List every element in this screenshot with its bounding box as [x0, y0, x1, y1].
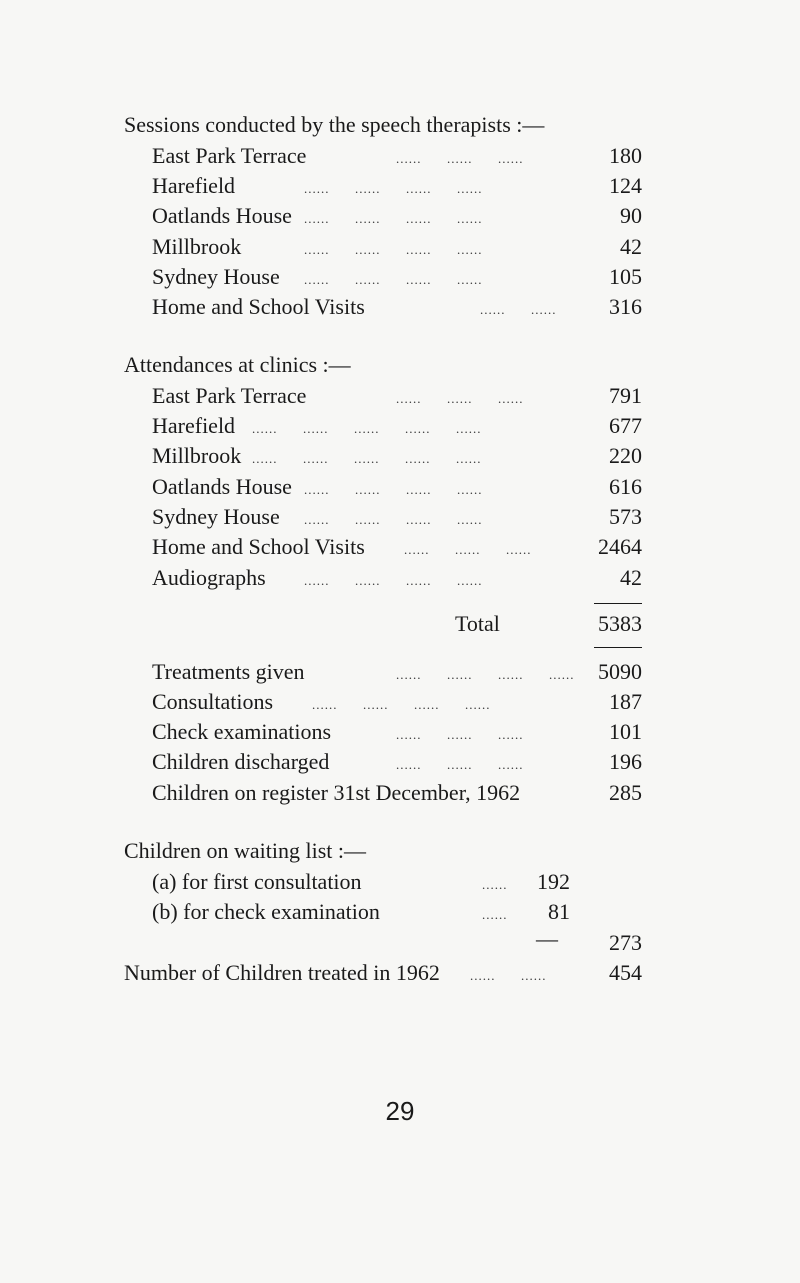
other-row-value: 5090 [598, 659, 642, 684]
attendances-row-label: East Park Terrace [152, 383, 307, 408]
attendances-row-value: 2464 [598, 534, 642, 559]
attendances-row-value: 791 [609, 383, 642, 408]
leader-dots: ...... ...... ...... ...... [304, 512, 483, 527]
waiting-heading: Children on waiting list :— [124, 838, 366, 863]
other-row-value: 101 [609, 719, 642, 744]
leader-dots: ...... ...... ...... ...... [304, 482, 483, 497]
other-row-value: 187 [609, 689, 642, 714]
attendances-heading: Attendances at clinics :— [124, 352, 351, 377]
sessions-row-value: 90 [620, 203, 642, 228]
leader-dots: ...... ...... ...... ...... ...... [252, 421, 482, 436]
sessions-row-value: 42 [620, 234, 642, 259]
waiting-row-value: 81 [548, 899, 570, 924]
waiting-row-label: (a) for first consultation [152, 869, 362, 894]
page-number: 29 [385, 1096, 415, 1126]
total-value: 5383 [598, 611, 642, 636]
sessions-row-label: Sydney House [152, 264, 280, 289]
total-label: Total [455, 611, 500, 636]
waiting-total-value: 273 [609, 930, 642, 955]
sessions-row-value: 180 [609, 143, 642, 168]
other-row-label: Children on register 31st December, 1962 [152, 780, 521, 805]
other-row-label: Treatments given [152, 659, 305, 684]
leader-dots: ...... ...... ...... ...... [304, 181, 483, 196]
sessions-row-value: 105 [609, 264, 642, 289]
total-rule-top [594, 603, 642, 604]
total-rule-bottom [594, 647, 642, 648]
treated-label: Number of Children treated in 1962 [124, 960, 440, 985]
attendances-row-value: 220 [609, 443, 642, 468]
leader-dots: ...... ...... ...... ...... [304, 573, 483, 588]
waiting-row-value: 192 [537, 869, 570, 894]
leader-dots: ...... [482, 907, 508, 922]
treated-value: 454 [609, 960, 642, 985]
leader-dots: ...... ...... ...... ...... [312, 697, 491, 712]
other-row-label: Children discharged [152, 749, 330, 774]
sessions-row-label: Home and School Visits [152, 294, 365, 319]
attendances-row-value: 616 [609, 474, 642, 499]
leader-dots: ...... ...... ...... ...... [304, 242, 483, 257]
waiting-sum-dash: — [536, 926, 558, 951]
attendances-row-label: Home and School Visits [152, 534, 365, 559]
sessions-row-label: East Park Terrace [152, 143, 307, 168]
leader-dots: ...... ...... ...... ...... [304, 272, 483, 287]
attendances-row-value: 42 [620, 565, 642, 590]
leader-dots: ...... ...... ...... [396, 727, 524, 742]
attendances-row-label: Oatlands House [152, 474, 292, 499]
leader-dots: ...... [482, 877, 508, 892]
attendances-row-value: 573 [609, 504, 642, 529]
leader-dots: ...... ...... [480, 302, 557, 317]
other-row-value: 285 [609, 780, 642, 805]
sessions-row-label: Millbrook [152, 234, 242, 259]
leader-dots: ...... ...... ...... ...... [396, 667, 575, 682]
sessions-heading: Sessions conducted by the speech therapists :— [124, 112, 545, 137]
leader-dots: ...... ...... ...... [404, 542, 532, 557]
leader-dots: ...... ...... ...... [396, 151, 524, 166]
leader-dots: ...... ...... ...... ...... ...... [252, 451, 482, 466]
leader-dots: ...... ...... ...... ...... [304, 211, 483, 226]
other-row-value: 196 [609, 749, 642, 774]
sessions-row-value: 316 [609, 294, 642, 319]
sessions-row-label: Oatlands House [152, 203, 292, 228]
attendances-row-label: Sydney House [152, 504, 280, 529]
leader-dots: ...... ...... [470, 968, 547, 983]
waiting-row-label: (b) for check examination [152, 899, 380, 924]
leader-dots: ...... ...... ...... [396, 391, 524, 406]
attendances-row-label: Harefield [152, 413, 236, 438]
sessions-row-label: Harefield [152, 173, 236, 198]
attendances-row-label: Audiographs [152, 565, 266, 590]
leader-dots: ...... ...... ...... [396, 757, 524, 772]
other-row-label: Consultations [152, 689, 274, 714]
attendances-row-label: Millbrook [152, 443, 242, 468]
sessions-row-value: 124 [609, 173, 642, 198]
other-row-label: Check examinations [152, 719, 332, 744]
attendances-row-value: 677 [609, 413, 642, 438]
